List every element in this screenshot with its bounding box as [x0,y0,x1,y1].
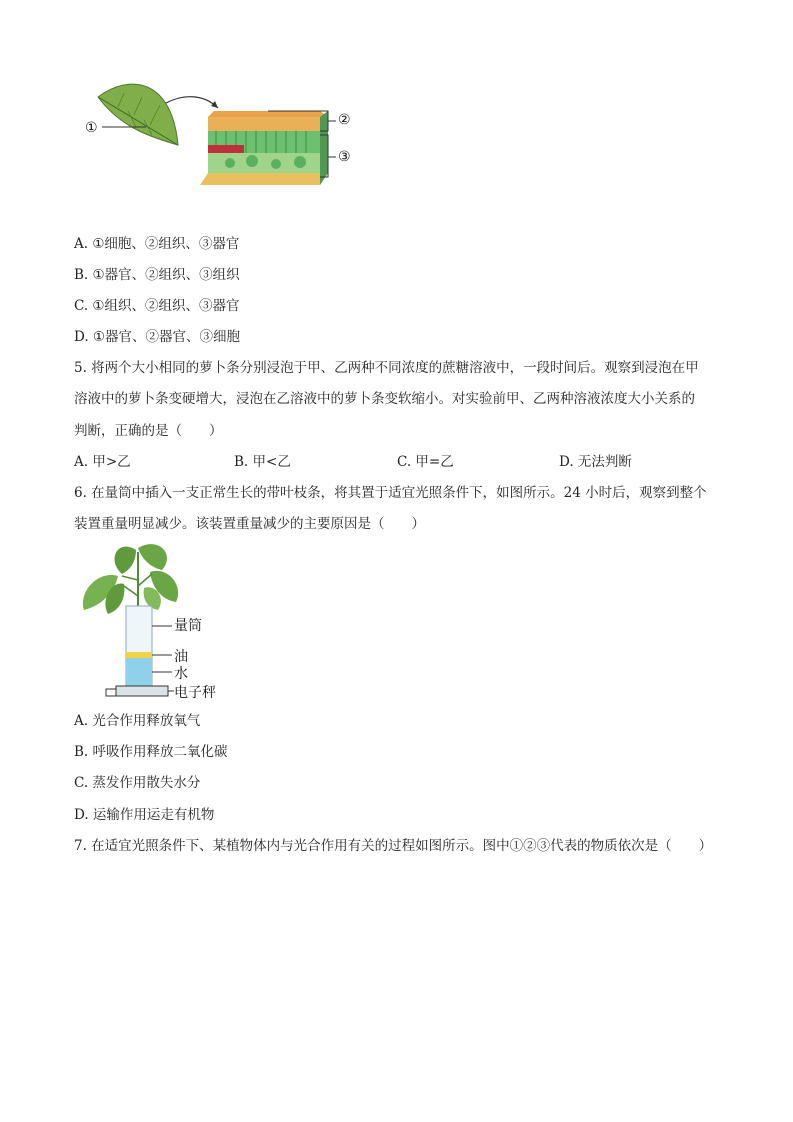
figure-label-2: ② [338,112,351,128]
leaf-shape [98,84,178,145]
q5-option-b: B. 甲<乙 [234,454,291,470]
q6-option-b: B. 呼吸作用释放二氧化碳 [74,744,228,760]
label-oil: 油 [174,649,188,665]
leaf-structure-figure [80,75,370,200]
q4-option-a: A. ①细胞、②组织、③器官 [74,236,240,252]
q4-option-c: C. ①组织、②组织、③器官 [74,298,240,314]
q5-stem-line-2: 溶液中的萝卜条变硬增大，浸泡在乙溶液中的萝卜条变软缩小。对实验前甲、乙两种溶液浓度大小关系的 [74,391,695,407]
label-cylinder: 量筒 [174,618,202,634]
q4-option-b: B. ①器官、②组织、③组织 [74,267,240,283]
figure-label-3: ③ [338,149,351,165]
label-electronic-scale: 电子秤 [174,685,216,701]
q6-stem-line-1: 6. 在量筒中插入一支正常生长的带叶枝条，将其置于适宜光照条件下，如图所示。24 小时后，观察到整个 [74,485,707,501]
q5-stem-line-1: 5. 将两个大小相同的萝卜条分别浸泡于甲、乙两种不同浓度的蔗糖溶液中，一段时间后。观察到浸泡在甲 [74,360,699,376]
q6-option-c: C. 蒸发作用散失水分 [74,775,201,791]
label-water: 水 [174,666,188,682]
q4-option-d: D. ①器官、②器官、③细胞 [74,329,241,345]
cylinder-figure [78,540,188,702]
q5-option-a: A. 甲>乙 [74,454,131,470]
q5-stem-line-3: 判断，正确的是（ ） [74,423,223,439]
q6-option-d: D. 运输作用运走有机物 [74,807,215,823]
q5-option-d: D. 无法判断 [559,454,632,470]
q6-stem-line-2: 装置重量明显减少。该装置重量减少的主要原因是（ ） [74,516,425,532]
figure-label-1: ① [85,120,98,136]
q6-option-a: A. 光合作用释放氧气 [74,713,201,729]
q7-stem: 7. 在适宜光照条件下、某植物体内与光合作用有关的过程如图所示。图中①②③代表的物质依次是（ ） [74,838,713,854]
q5-option-c: C. 甲=乙 [397,454,454,470]
